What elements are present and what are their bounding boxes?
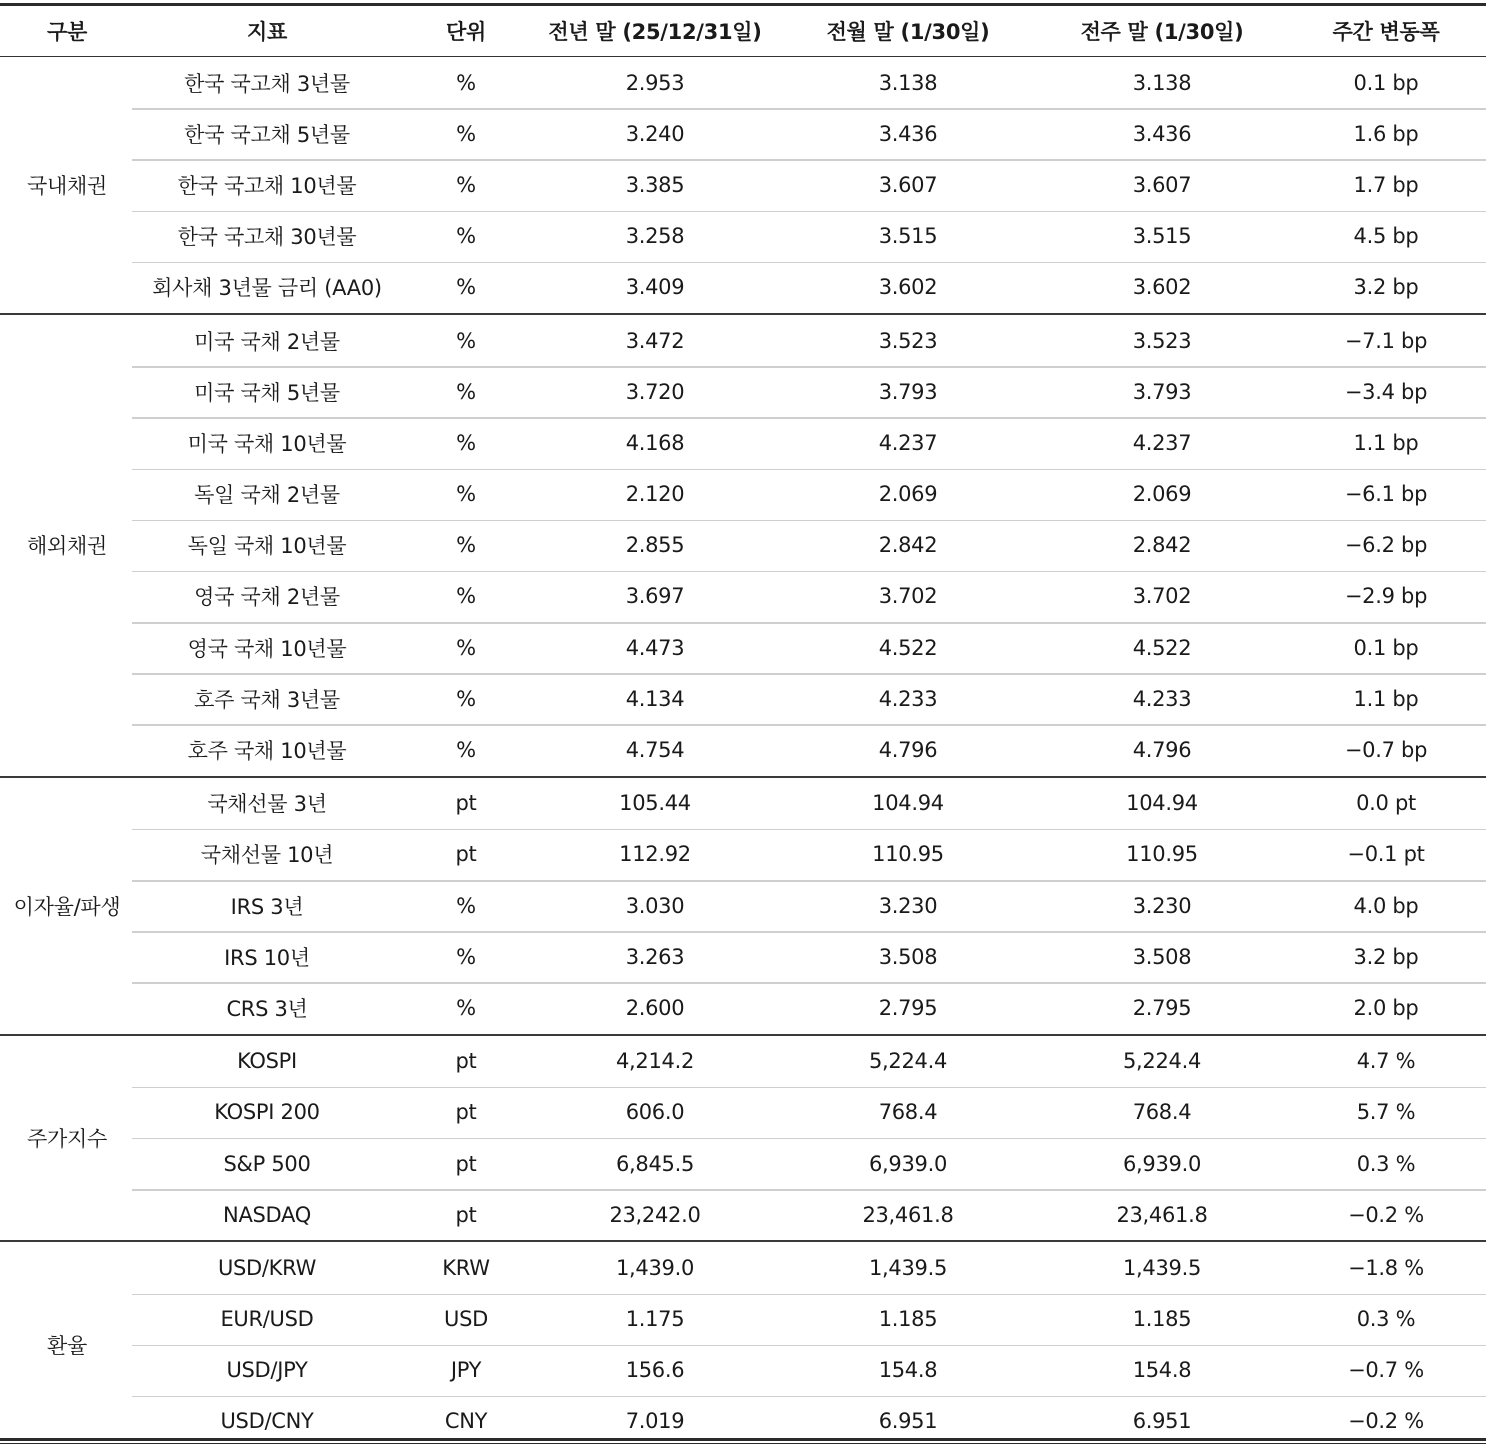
unit-cell: % (456, 738, 476, 763)
unit-cell: % (456, 995, 476, 1020)
weekly-change-cell: −0.7 % (1348, 1358, 1424, 1383)
weekly-change-cell: −7.1 bp (1344, 328, 1428, 353)
unit-cell: CNY (444, 1409, 488, 1434)
prev-month-end-cell: 1,439.5 (868, 1255, 948, 1280)
weekly-change-cell: −3.4 bp (1344, 379, 1428, 404)
table-row (0, 1294, 1486, 1345)
prev-year-end-cell: 1,439.0 (615, 1255, 695, 1280)
prev-year-end-cell: 3.385 (625, 172, 685, 197)
unit-cell: % (456, 584, 476, 609)
indicator-cell: 한국 국고채 5년물 (184, 122, 350, 147)
indicator-cell: 미국 국채 10년물 (187, 431, 347, 456)
prev-year-end-cell: 3.263 (625, 944, 685, 969)
weekly-change-cell: −0.2 % (1348, 1409, 1424, 1434)
unit-cell: pt (455, 1100, 477, 1125)
prev-month-end-cell: 3.436 (878, 121, 938, 146)
prev-month-end-cell: 3.138 (878, 70, 938, 95)
table-row (0, 262, 1486, 313)
prev-month-end-cell: 3.515 (878, 224, 938, 249)
unit-cell: % (456, 224, 476, 249)
table-row (0, 315, 1486, 366)
weekly-change-cell: −6.1 bp (1344, 482, 1428, 507)
prev-week-end-cell: 2.842 (1132, 533, 1192, 558)
prev-month-end-cell: 2.069 (878, 482, 938, 507)
indicator-cell: KOSPI (237, 1049, 297, 1074)
indicator-cell: USD/JPY (226, 1358, 308, 1383)
weekly-change-cell: −1.8 % (1348, 1255, 1424, 1280)
indicator-cell: 독일 국채 2년물 (194, 483, 340, 508)
prev-week-end-cell: 3.508 (1132, 944, 1192, 969)
indicator-cell: 국채선물 3년 (207, 792, 327, 817)
prev-year-end-cell: 105.44 (619, 791, 691, 816)
weekly-change-cell: 4.0 bp (1353, 893, 1419, 918)
prev-month-end-cell: 3.602 (878, 275, 938, 300)
prev-month-end-cell: 768.4 (878, 1100, 938, 1125)
unit-cell: % (456, 533, 476, 558)
indicator-cell: KOSPI 200 (214, 1100, 320, 1125)
weekly-change-cell: 1.7 bp (1353, 172, 1419, 197)
table-group (0, 778, 1486, 1036)
weekly-change-cell: 0.1 bp (1353, 635, 1419, 660)
table-row (0, 829, 1486, 880)
indicator-cell: 국채선물 10년 (200, 843, 334, 868)
unit-cell: % (456, 944, 476, 969)
prev-year-end-cell: 1.175 (625, 1307, 685, 1332)
table-row (0, 1242, 1486, 1293)
weekly-change-cell: 1.6 bp (1353, 121, 1419, 146)
unit-cell: KRW (442, 1255, 490, 1280)
prev-week-end-cell: 3.607 (1132, 172, 1192, 197)
unit-cell: % (456, 70, 476, 95)
prev-year-end-cell: 2.953 (625, 70, 685, 95)
weekly-change-cell: −0.1 pt (1347, 842, 1425, 867)
weekly-change-cell: −6.2 bp (1344, 533, 1428, 558)
table-group (0, 1242, 1486, 1447)
unit-cell: % (456, 379, 476, 404)
prev-week-end-cell: 6.951 (1132, 1409, 1192, 1434)
prev-year-end-cell: 2.855 (625, 533, 685, 558)
prev-year-end-cell: 2.600 (625, 995, 685, 1020)
prev-month-end-cell: 1.185 (878, 1307, 938, 1332)
indicator-cell: IRS 10년 (224, 945, 310, 970)
header-indicator: 지표 (247, 20, 287, 44)
group-category-label: 주가지수 (27, 1126, 107, 1151)
prev-week-end-cell: 5,224.4 (1122, 1049, 1202, 1074)
prev-week-end-cell: 2.069 (1132, 482, 1192, 507)
prev-week-end-cell: 3.793 (1132, 379, 1192, 404)
table-row (0, 1087, 1486, 1138)
header-prev-week-end: 전주 말 (1/30일) (1080, 20, 1244, 44)
weekly-change-cell: 4.7 % (1356, 1049, 1416, 1074)
prev-month-end-cell: 2.842 (878, 533, 938, 558)
table-row (0, 778, 1486, 829)
prev-year-end-cell: 4.754 (625, 738, 685, 763)
prev-year-end-cell: 23,242.0 (609, 1202, 701, 1227)
unit-cell: pt (455, 791, 477, 816)
market-indicators-table (0, 3, 1486, 1447)
prev-week-end-cell: 2.795 (1132, 995, 1192, 1020)
table-row (0, 1036, 1486, 1087)
unit-cell: % (456, 482, 476, 507)
group-category-label: 환율 (47, 1333, 87, 1358)
prev-year-end-cell: 606.0 (625, 1100, 685, 1125)
prev-year-end-cell: 3.030 (625, 893, 685, 918)
indicator-cell: NASDAQ (223, 1202, 311, 1227)
prev-month-end-cell: 3.607 (878, 172, 938, 197)
prev-month-end-cell: 4.522 (878, 635, 938, 660)
prev-week-end-cell: 1,439.5 (1122, 1255, 1202, 1280)
unit-cell: % (456, 430, 476, 455)
table-row (0, 57, 1486, 108)
prev-year-end-cell: 112.92 (619, 842, 691, 867)
weekly-change-cell: −0.2 % (1348, 1202, 1424, 1227)
table-row (0, 520, 1486, 571)
prev-month-end-cell: 23,461.8 (862, 1202, 954, 1227)
prev-week-end-cell: 3.436 (1132, 121, 1192, 146)
weekly-change-cell: 4.5 bp (1353, 224, 1419, 249)
prev-year-end-cell: 4.473 (625, 635, 685, 660)
unit-cell: % (456, 121, 476, 146)
indicator-cell: S&P 500 (223, 1151, 311, 1176)
prev-year-end-cell: 3.472 (625, 328, 685, 353)
prev-week-end-cell: 3.523 (1132, 328, 1192, 353)
prev-month-end-cell: 3.793 (878, 379, 938, 404)
prev-week-end-cell: 110.95 (1126, 842, 1198, 867)
table-row (0, 469, 1486, 520)
indicator-cell: 호주 국채 10년물 (187, 739, 347, 764)
unit-cell: % (456, 328, 476, 353)
indicator-cell: 미국 국채 2년물 (194, 329, 340, 354)
indicator-cell: 독일 국채 10년물 (187, 534, 347, 559)
prev-month-end-cell: 2.795 (878, 995, 938, 1020)
prev-week-end-cell: 4.796 (1132, 738, 1192, 763)
header-prev-year-end: 전년 말 (25/12/31일) (548, 20, 762, 44)
indicator-cell: 미국 국채 5년물 (194, 380, 340, 405)
prev-year-end-cell: 3.240 (625, 121, 685, 146)
prev-year-end-cell: 3.697 (625, 584, 685, 609)
indicator-cell: 회사채 3년물 금리 (AA0) (152, 276, 382, 301)
unit-cell: % (456, 686, 476, 711)
prev-month-end-cell: 3.230 (878, 893, 938, 918)
prev-month-end-cell: 5,224.4 (868, 1049, 948, 1074)
prev-year-end-cell: 156.6 (625, 1358, 685, 1383)
indicator-cell: 영국 국채 10년물 (187, 636, 347, 661)
weekly-change-cell: −2.9 bp (1344, 584, 1428, 609)
table-row (0, 982, 1486, 1033)
unit-cell: % (456, 635, 476, 660)
prev-month-end-cell: 104.94 (872, 791, 944, 816)
prev-week-end-cell: 3.702 (1132, 584, 1192, 609)
weekly-change-cell: 3.2 bp (1353, 275, 1419, 300)
table-row (0, 1138, 1486, 1189)
prev-year-end-cell: 4.134 (625, 686, 685, 711)
header-weekly-change: 주간 변동폭 (1332, 20, 1440, 44)
indicator-cell: 한국 국고채 3년물 (184, 71, 350, 96)
prev-year-end-cell: 3.258 (625, 224, 685, 249)
prev-month-end-cell: 3.702 (878, 584, 938, 609)
prev-month-end-cell: 4.237 (878, 430, 938, 455)
prev-month-end-cell: 154.8 (878, 1358, 938, 1383)
table-row (0, 108, 1486, 159)
unit-cell: pt (455, 842, 477, 867)
table-row (0, 880, 1486, 931)
prev-year-end-cell: 4,214.2 (615, 1049, 695, 1074)
indicator-cell: CRS 3년 (226, 996, 308, 1021)
group-category-label: 국내채권 (27, 173, 107, 198)
header-category: 구분 (47, 20, 87, 44)
table-row (0, 673, 1486, 724)
table-row (0, 159, 1486, 210)
weekly-change-cell: 0.3 % (1356, 1151, 1416, 1176)
prev-month-end-cell: 110.95 (872, 842, 944, 867)
prev-week-end-cell: 23,461.8 (1116, 1202, 1208, 1227)
prev-week-end-cell: 3.230 (1132, 893, 1192, 918)
table-row (0, 1189, 1486, 1240)
unit-cell: pt (455, 1202, 477, 1227)
prev-week-end-cell: 768.4 (1132, 1100, 1192, 1125)
unit-cell: JPY (450, 1358, 482, 1383)
table-row (0, 366, 1486, 417)
header-prev-month-end: 전월 말 (1/30일) (826, 20, 990, 44)
prev-year-end-cell: 7.019 (625, 1409, 685, 1434)
table-row (0, 211, 1486, 262)
table-row (0, 571, 1486, 622)
weekly-change-cell: −0.7 bp (1344, 738, 1428, 763)
prev-week-end-cell: 4.233 (1132, 686, 1192, 711)
prev-week-end-cell: 104.94 (1126, 791, 1198, 816)
unit-cell: pt (455, 1049, 477, 1074)
table-body (0, 57, 1486, 1447)
prev-month-end-cell: 3.523 (878, 328, 938, 353)
prev-week-end-cell: 6,939.0 (1122, 1151, 1202, 1176)
prev-month-end-cell: 4.233 (878, 686, 938, 711)
prev-week-end-cell: 4.522 (1132, 635, 1192, 660)
indicator-cell: 영국 국채 2년물 (194, 585, 340, 610)
prev-year-end-cell: 3.720 (625, 379, 685, 404)
table-row (0, 417, 1486, 468)
table-bottom-double-rule (0, 1438, 1486, 1444)
prev-week-end-cell: 3.515 (1132, 224, 1192, 249)
prev-week-end-cell: 3.138 (1132, 70, 1192, 95)
weekly-change-cell: 0.0 pt (1356, 791, 1416, 816)
table-row (0, 724, 1486, 775)
prev-month-end-cell: 6,939.0 (868, 1151, 948, 1176)
table-header (0, 6, 1486, 57)
unit-cell: % (456, 172, 476, 197)
prev-week-end-cell: 4.237 (1132, 430, 1192, 455)
weekly-change-cell: 2.0 bp (1353, 995, 1419, 1020)
table-row (0, 931, 1486, 982)
indicator-cell: EUR/USD (220, 1307, 314, 1332)
weekly-change-cell: 1.1 bp (1353, 686, 1419, 711)
indicator-cell: 한국 국고채 10년물 (177, 173, 357, 198)
unit-cell: pt (455, 1151, 477, 1176)
prev-year-end-cell: 6,845.5 (615, 1151, 695, 1176)
group-category-label: 이자율/파생 (13, 894, 121, 919)
table-group (0, 1036, 1486, 1243)
unit-cell: % (456, 275, 476, 300)
table-group (0, 315, 1486, 778)
weekly-change-cell: 1.1 bp (1353, 430, 1419, 455)
prev-month-end-cell: 6.951 (878, 1409, 938, 1434)
weekly-change-cell: 0.3 % (1356, 1307, 1416, 1332)
prev-month-end-cell: 4.796 (878, 738, 938, 763)
prev-week-end-cell: 154.8 (1132, 1358, 1192, 1383)
prev-year-end-cell: 2.120 (625, 482, 685, 507)
weekly-change-cell: 0.1 bp (1353, 70, 1419, 95)
weekly-change-cell: 5.7 % (1356, 1100, 1416, 1125)
indicator-cell: 한국 국고채 30년물 (177, 225, 357, 250)
header-unit: 단위 (446, 20, 486, 44)
table-row (0, 622, 1486, 673)
indicator-cell: USD/KRW (217, 1255, 317, 1280)
weekly-change-cell: 3.2 bp (1353, 944, 1419, 969)
indicator-cell: IRS 3년 (230, 894, 304, 919)
indicator-cell: USD/CNY (220, 1409, 314, 1434)
prev-week-end-cell: 3.602 (1132, 275, 1192, 300)
prev-year-end-cell: 4.168 (625, 430, 685, 455)
unit-cell: USD (444, 1307, 488, 1332)
indicator-cell: 호주 국채 3년물 (194, 687, 340, 712)
group-category-label: 해외채권 (27, 534, 107, 559)
prev-month-end-cell: 3.508 (878, 944, 938, 969)
unit-cell: % (456, 893, 476, 918)
table-group (0, 57, 1486, 315)
table-row (0, 1345, 1486, 1396)
prev-year-end-cell: 3.409 (625, 275, 685, 300)
prev-week-end-cell: 1.185 (1132, 1307, 1192, 1332)
